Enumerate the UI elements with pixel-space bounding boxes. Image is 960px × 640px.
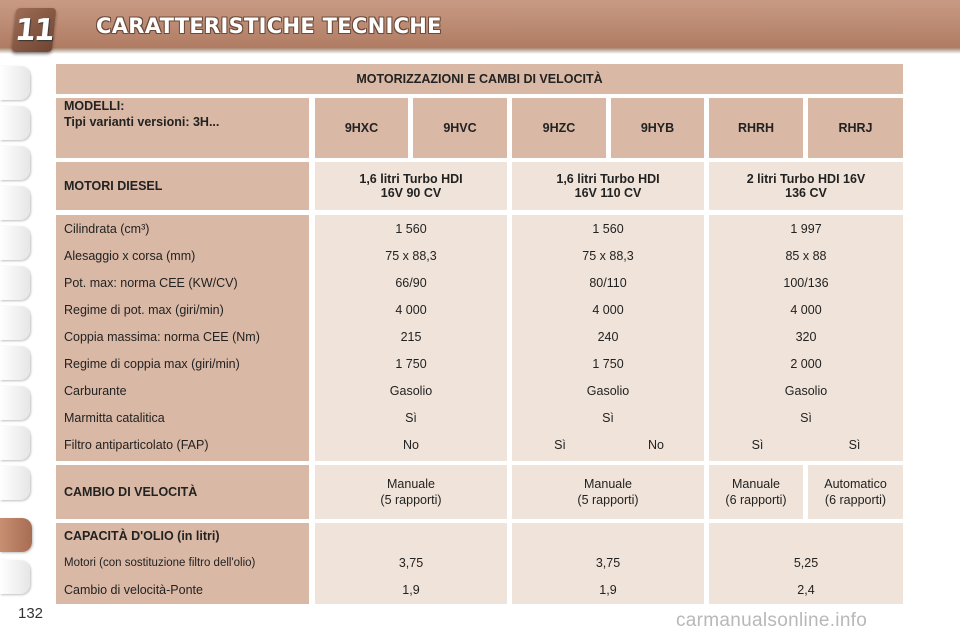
chapter-tab-7[interactable] [0, 306, 30, 340]
table-row [56, 269, 903, 296]
model-code: 9HYB [611, 98, 704, 158]
table-row [56, 549, 903, 576]
oil-title: CAPACITÀ D'OLIO (in litri) [64, 529, 220, 543]
page-number: 132 [18, 605, 44, 622]
chapter-tab-11[interactable] [0, 466, 30, 500]
gearbox-type: Manuale [584, 477, 632, 491]
table-row [56, 323, 903, 350]
spec-value: 66/90 [395, 275, 427, 290]
engine-power: 136 CV [785, 186, 827, 200]
spec-label: Marmitta catalitica [64, 410, 165, 425]
spec-value: 1,9 [599, 582, 617, 597]
model-code: 9HVC [413, 98, 507, 158]
spec-value: No [403, 437, 419, 452]
spec-value: Sì [751, 437, 764, 452]
engine-power: 16V 110 CV [574, 186, 642, 200]
spec-value: 1 560 [592, 221, 624, 236]
table-row [56, 431, 903, 458]
watermark: carmanualsonline.info [676, 610, 868, 631]
spec-value: 4 000 [790, 302, 822, 317]
gearbox-ratios: (5 rapporti) [380, 493, 442, 507]
table-row [56, 377, 903, 404]
spec-label: Regime di pot. max (giri/min) [64, 302, 224, 317]
engine-name: 2 litri Turbo HDI 16V [746, 172, 866, 186]
gearbox-group-3a [709, 465, 803, 519]
spec-label: Carburante [64, 383, 127, 398]
spec-label: Filtro antiparticolato (FAP) [64, 437, 209, 452]
engine-group-2 [512, 162, 704, 210]
header-shadow [0, 48, 960, 54]
engine-name: 1,6 litri Turbo HDI [359, 172, 463, 186]
model-code: 9HZC [512, 98, 606, 158]
spec-value: Gasolio [784, 383, 828, 398]
spec-label: Cilindrata (cm³) [64, 221, 150, 236]
engine-name: 1,6 litri Turbo HDI [556, 172, 660, 186]
chapter-tab-9[interactable] [0, 386, 30, 420]
chapter-badge: 11 [12, 8, 57, 52]
page-title: CARATTERISTICHE TECNICHE [96, 14, 442, 38]
engine-group-3 [709, 162, 903, 210]
spec-value: 4 000 [592, 302, 624, 317]
gearbox-ratios: (6 rapporti) [725, 493, 787, 507]
spec-value: 100/136 [783, 275, 829, 290]
gearbox-type: Automatico [824, 477, 887, 491]
spec-value: Sì [602, 410, 614, 425]
gearbox-group-3b [808, 465, 903, 519]
model-code: RHRJ [808, 98, 903, 158]
specs-rows [56, 215, 903, 461]
spec-value: Sì [848, 437, 861, 452]
chapter-tab-10[interactable] [0, 426, 30, 460]
spec-value: 320 [795, 329, 817, 344]
chapter-tab-3[interactable] [0, 146, 30, 180]
chapter-tab-6[interactable] [0, 266, 30, 300]
table-row [56, 576, 903, 603]
spec-label: Alesaggio x corsa (mm) [64, 248, 196, 263]
gearbox-type: Manuale [732, 477, 780, 491]
engines-label: MOTORI DIESEL [56, 162, 309, 210]
table-row [56, 215, 903, 242]
gearbox-type: Manuale [387, 477, 435, 491]
table-row [56, 296, 903, 323]
spec-value: 1 997 [790, 221, 822, 236]
spec-label: Motori (con sostituzione filtro dell'olio) [64, 556, 256, 569]
spec-value: 215 [400, 329, 422, 344]
chapter-tab-4[interactable] [0, 186, 30, 220]
table-row [56, 404, 903, 431]
spec-value: 75 x 88,3 [582, 248, 634, 263]
spec-value: 1 750 [592, 356, 624, 371]
table-banner: MOTORIZZAZIONI E CAMBI DI VELOCITÀ [56, 64, 903, 94]
chapter-tab-12-active[interactable] [0, 518, 32, 552]
chapter-tab-1[interactable] [0, 66, 30, 100]
spec-value: 1 560 [395, 221, 427, 236]
table-row [56, 350, 903, 377]
spec-value: 85 x 88 [785, 248, 827, 263]
spec-value: No [648, 437, 664, 452]
chapter-tab-8[interactable] [0, 346, 30, 380]
engine-power: 16V 90 CV [380, 186, 442, 200]
spec-value: 80/110 [589, 275, 627, 290]
spec-value: 5,25 [793, 555, 819, 570]
spec-value: 1,9 [402, 582, 420, 597]
spec-value: Sì [405, 410, 417, 425]
spec-label: Coppia massima: norma CEE (Nm) [64, 329, 260, 344]
spec-value: 1 750 [395, 356, 427, 371]
spec-value: 3,75 [595, 555, 621, 570]
chapter-tab-2[interactable] [0, 106, 30, 140]
gearbox-ratios: (5 rapporti) [577, 493, 639, 507]
models-label [56, 98, 309, 158]
spec-label: Cambio di velocità-Ponte [64, 582, 203, 597]
spec-label: Regime di coppia max (giri/min) [64, 356, 240, 371]
spec-value: Gasolio [586, 383, 630, 398]
spec-value: Gasolio [389, 383, 433, 398]
gearbox-group-2 [512, 465, 704, 519]
table-row [56, 242, 903, 269]
spec-value: 2,4 [797, 582, 815, 597]
model-code: 9HXC [315, 98, 408, 158]
spec-value: Sì [554, 437, 566, 452]
models-label-line2: Tipi varianti versioni: 3H... [64, 115, 220, 129]
spec-value: Sì [800, 410, 812, 425]
spec-label: Pot. max: norma CEE (KW/CV) [64, 275, 238, 290]
chapter-tab-5[interactable] [0, 226, 30, 260]
spec-value: 75 x 88,3 [385, 248, 437, 263]
chapter-tab-13[interactable] [0, 560, 30, 594]
gearbox-ratios: (6 rapporti) [824, 493, 887, 507]
models-label-line1: MODELLI: [64, 99, 125, 113]
spec-value: 4 000 [395, 302, 427, 317]
gearbox-label: CAMBIO DI VELOCITÀ [56, 465, 309, 519]
engine-group-1 [315, 162, 507, 210]
spec-value: 240 [597, 329, 619, 344]
spec-value: 2 000 [790, 356, 822, 371]
spec-value: 3,75 [398, 555, 424, 570]
model-code: RHRH [709, 98, 803, 158]
gearbox-group-1 [315, 465, 507, 519]
